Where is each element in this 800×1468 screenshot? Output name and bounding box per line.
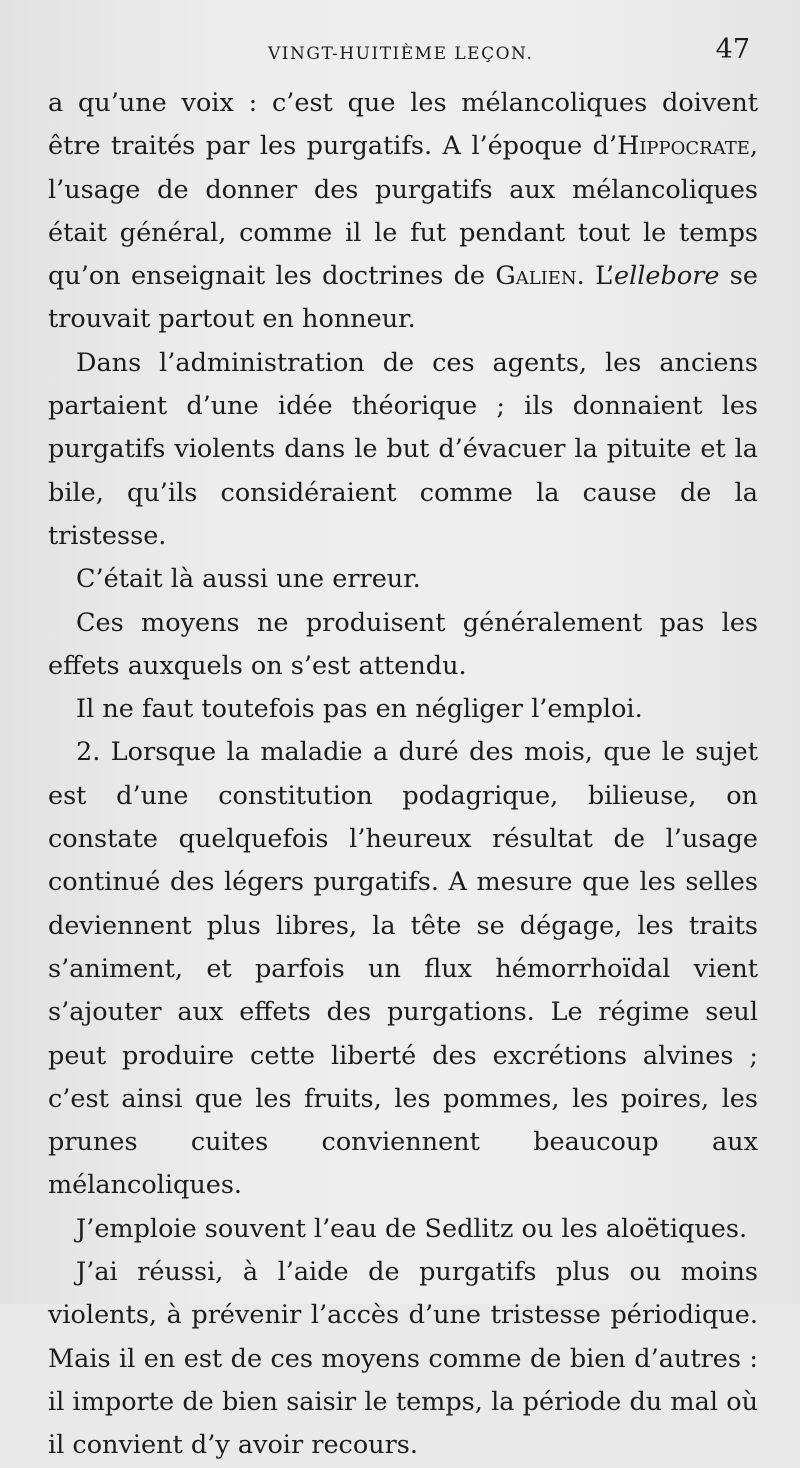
text-segment: Dans l’administration de ces agents, les anciens partaient d’une idée théorique ; ils donnaient les purgatifs violents dans le but d’évacuer la pituite et la bile, qu’ils considéraient comme la cause de la tristesse. [48,347,758,551]
text-segment: 2. Lorsque la maladie a duré des mois, que le sujet est d’une constitution podagrique, bilieuse, on constate quelquefois l’heureux résultat de l’usage continué des légers purgatifs. A mesure que les selles deviennent plus libres, la tête se dégage, les traits s’animent, et parfois un flux hémorrhoïdal vient s’ajouter aux effets des purgations. Le régime seul peut produire cette liberté des excrétions alvines ; c’est ainsi que les fruits, les pommes, les poires, les prunes cuites conviennent beaucoup aux mélancoliques. [48,737,758,1201]
paragraph [48,1251,758,1467]
text-segment: a qu’une voix : c’est que les mélancoliques doivent être traités par les purgatifs. A l’époque d’ [48,88,758,162]
text-segment: J’ai réussi, à l’aide de purgatifs plus ou moins violents, à prévenir l’accès d’une tristesse périodique. Mais il en est de ces moyens comme de bien d’autres : il importe de bien saisir le temps, la période du mal où il convient d’y avoir recours. [48,1257,758,1461]
text-segment: C’était là aussi une erreur. [76,564,421,595]
author-name: Hippocrate [617,131,750,162]
paragraph [48,731,758,1207]
text-segment: , l’usage de donner des purgatifs aux mélancoliques était général, comme il le fut pendant tout le temps qu’on enseignait les doctrines de [48,131,758,292]
text-segment: Il ne faut toutefois pas en négliger l’emploi. [76,694,643,725]
body-text [48,82,758,1468]
running-title: VINGT-HUITIÈME LEÇON. [268,44,534,64]
page-header [0,30,800,80]
paragraph [48,558,758,601]
text-segment: . L’ [576,261,615,292]
text-segment: Ces moyens ne produisent généralement pas les effets auxquels on s’est attendu. [48,607,758,681]
paragraph [48,1208,758,1251]
paragraph [48,602,758,689]
italic-term: ellebore [614,261,720,292]
page-number: 47 [715,34,750,65]
paragraph [48,342,758,558]
paragraph [48,688,758,731]
author-name: Galien [495,261,577,292]
paragraph [48,82,758,342]
text-segment: se trouvait partout en honneur. [48,261,758,335]
text-segment: J’emploie souvent l’eau de Sedlitz ou les aloëtiques. [76,1213,748,1244]
